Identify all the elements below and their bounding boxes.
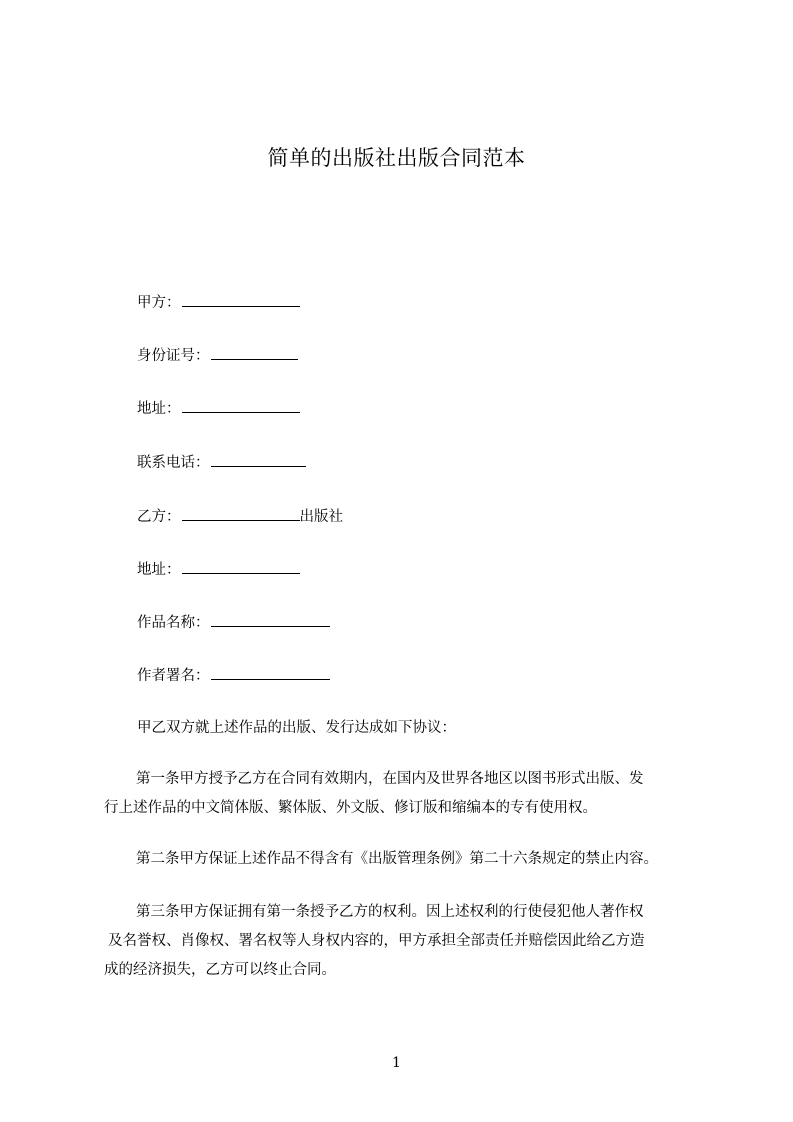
page-number: 1 [392,1055,401,1071]
party-b-suffix: 出版社 [299,509,343,525]
id-number-blank[interactable] [211,345,298,360]
phone-field [137,452,306,473]
party-a-field [137,292,300,313]
phone-label: 联系电话： [137,455,210,471]
phone-blank[interactable] [211,452,306,467]
article-1-line-2: 行上述作品的中文简体版、繁体版、外文版、修订版和缩编本的专有使用权。 [104,800,597,816]
article-3-line-3: 成的经济损失，乙方可以终止合同。 [104,962,336,978]
author-signature-blank[interactable] [211,665,330,680]
author-signature-field [137,665,330,686]
article-2 [104,845,704,874]
address-b-label: 地址： [137,562,181,578]
intro-paragraph: 甲乙双方就上述作品的出版、发行达成如下协议： [137,720,456,736]
address-a-label: 地址： [137,401,181,417]
address-b-field [137,559,300,580]
article-3-line-2: 及名誉权、肖像权、署名权等人身权内容的，甲方承担全部责任并赔偿因此给乙方造 [108,933,645,949]
article-3-line-1: 第三条甲方保证拥有第一条授予乙方的权利。因上述权利的行使侵犯他人著作权 [136,904,644,920]
work-title-blank[interactable] [211,612,330,627]
party-b-field [137,506,343,527]
article-3 [104,898,704,985]
author-signature-label: 作者署名： [137,668,210,684]
party-a-label: 甲方： [137,295,181,311]
article-1-line-1: 第一条甲方授予乙方在合同有效期内，在国内及世界各地区以图书形式出版、发 [136,771,644,787]
address-a-field [137,398,300,419]
party-b-label: 乙方： [137,509,181,525]
article-2-line-1: 第二条甲方保证上述作品不得含有《出版管理条例》第二十六条规定的禁止内容。 [136,851,658,867]
work-title-label: 作品名称： [137,615,210,631]
address-a-blank[interactable] [182,398,300,413]
document-title: 简单的出版社出版合同范本 [267,146,526,170]
work-title-field [137,612,330,633]
party-a-blank[interactable] [182,292,300,307]
article-1 [104,765,704,823]
party-b-blank[interactable] [182,506,300,521]
id-number-field [137,345,298,366]
address-b-blank[interactable] [182,559,300,574]
id-number-label: 身份证号： [137,348,210,364]
